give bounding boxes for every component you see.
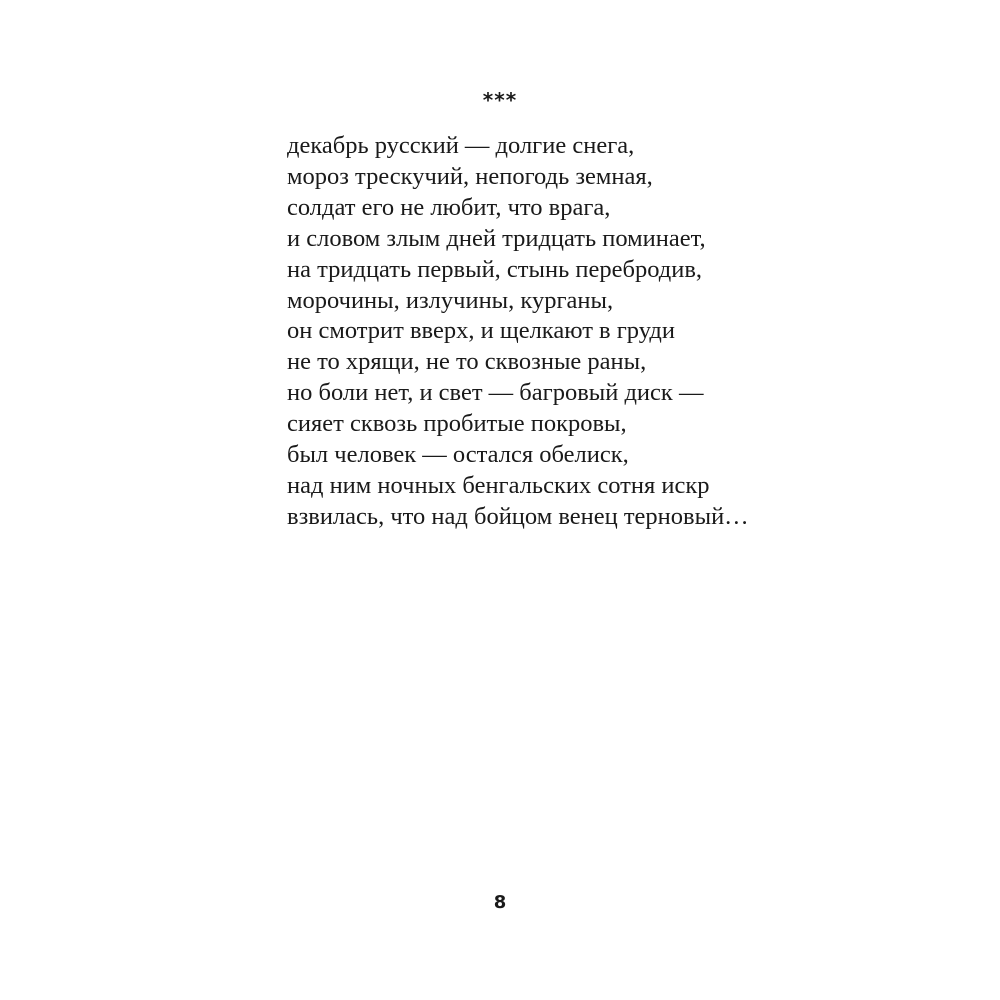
poem-line: над ним ночных бенгальских сотня искр bbox=[287, 471, 710, 499]
poem-line: декабрь русский — долгие снега, bbox=[287, 132, 635, 159]
page-number: 8 bbox=[493, 892, 507, 913]
poem-line: морочины, излучины, курганы, bbox=[287, 286, 614, 314]
poem-line: и словом злым дней тридцать поминает, bbox=[287, 224, 706, 252]
poem-line: но боли нет, и свет — багровый диск — bbox=[287, 379, 704, 407]
poem-line: не то хрящи, не то сквозные раны, bbox=[287, 348, 647, 376]
poem-line: взвилась, что над бойцом венец терновый… bbox=[287, 502, 749, 530]
poem-line: мороз трескучий, непогодь земная, bbox=[287, 162, 653, 190]
poem-stanza bbox=[287, 131, 927, 533]
poem-line: был человек — остался обелиск, bbox=[287, 441, 629, 469]
poem-line: солдат его не любит, что врага, bbox=[287, 193, 611, 221]
section-ornament: *** bbox=[482, 88, 518, 112]
poem-line: на тридцать первый, стынь перебродив, bbox=[287, 255, 703, 283]
poem-line: сияет сквозь пробитые покровы, bbox=[287, 410, 627, 438]
poem-line: он смотрит вверх, и щелкают в груди bbox=[287, 317, 675, 345]
